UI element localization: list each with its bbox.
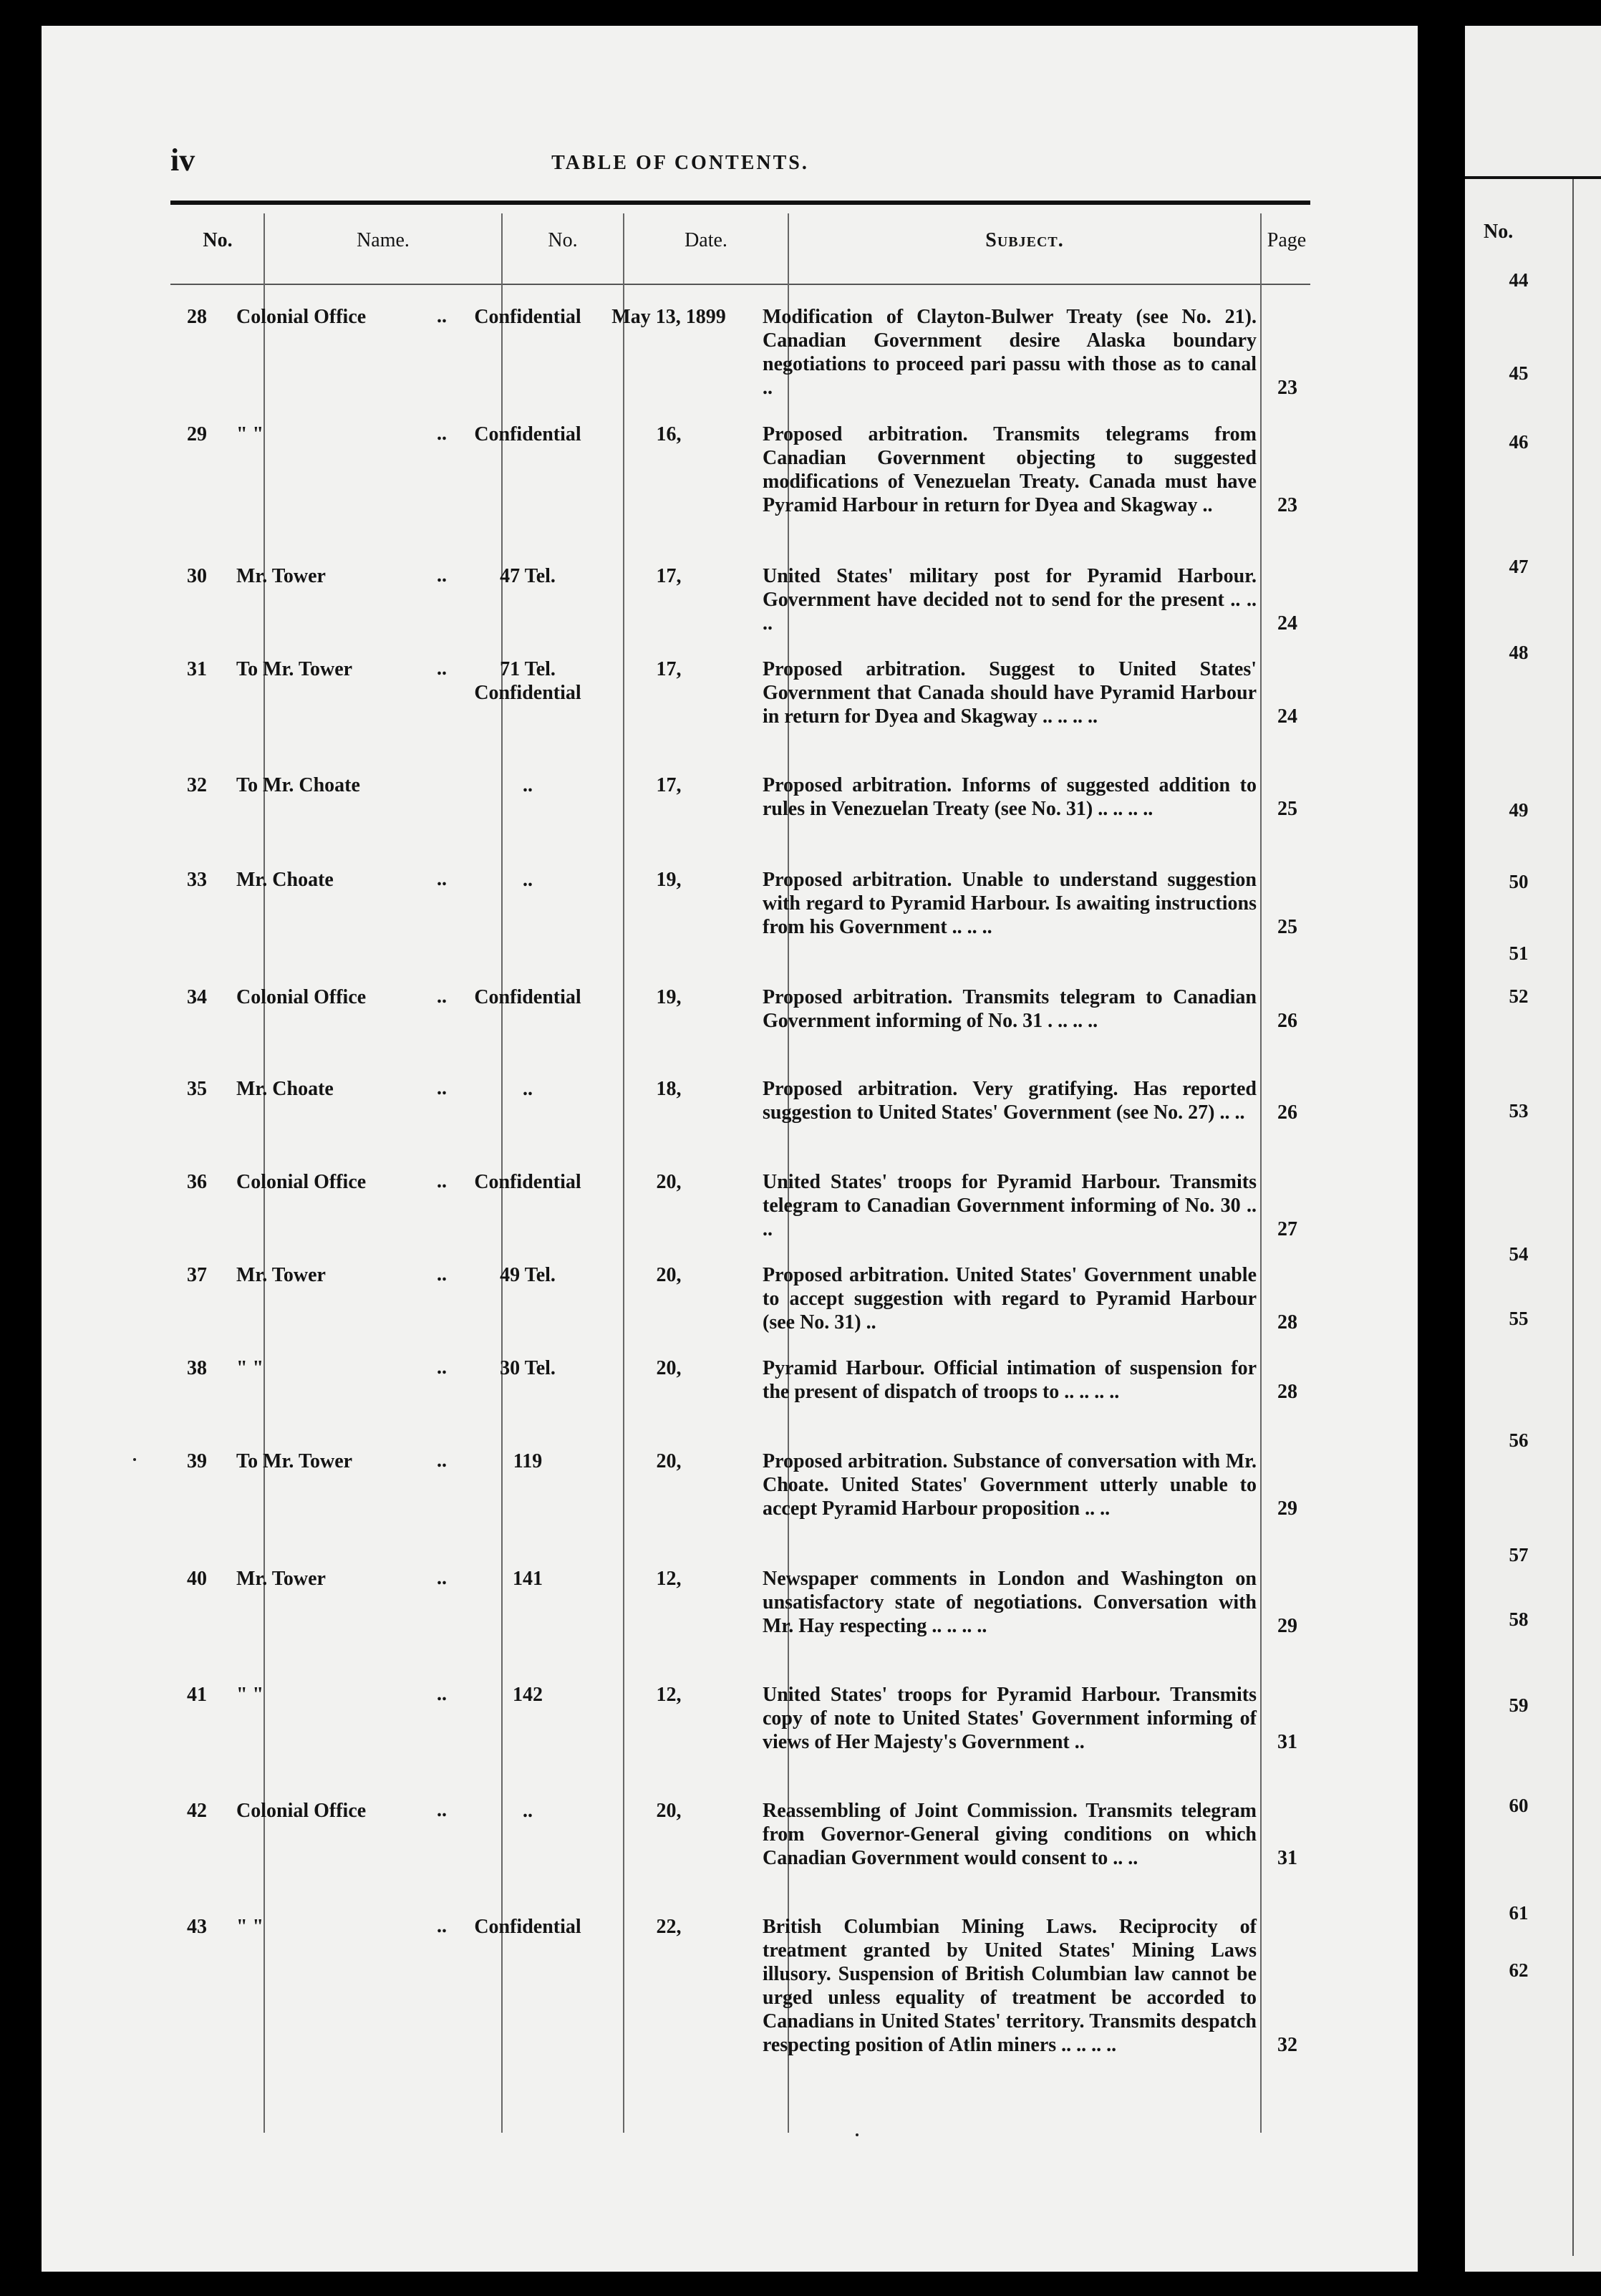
row-reference-no: Confidential [474, 423, 581, 445]
row-date: 17, [656, 774, 682, 796]
row-date: 18, [656, 1078, 682, 1100]
ink-speck [133, 1458, 136, 1461]
row-subject: United States' military post for Pyramid Harbour. Government have decided not to send for the present .. .. .. [763, 565, 1257, 635]
row-subject: Proposed arbitration. United States' Government unable to accept suggestion with regard to Pyramid Harbour (see No. 31) .. [763, 1264, 1257, 1333]
row-number: 40 [187, 1568, 207, 1590]
row-leader-dots: .. [437, 564, 447, 587]
row-subject: Modification of Clayton-Bulwer Treaty (see No. 21). Canadian Government desire Alaska boundary negotiations to proceed pari passu with those as to canal .. [763, 306, 1257, 399]
row-subject: Proposed arbitration. Substance of conversation with Mr. Choate. United States' Government utterly unable to accept Pyramid Harbour proposition .. .. [763, 1450, 1257, 1520]
ink-speck [856, 2133, 858, 2136]
row-page: 28 [1277, 1381, 1297, 1403]
row-number: 28 [187, 306, 207, 328]
row-reference-no: 71 Tel. Confidential [474, 658, 581, 704]
row-date: 20, [656, 1450, 682, 1472]
row-subject: British Columbian Mining Laws. Reciprocity of treatment granted by United States' Mining Laws illusory. Suspension of British Columbian law cannot be urged unless equality of treatment be accorded to Canadians in United States' territory. Transmits despatch respecting position of Atlin miners .. .. .. .. [763, 1916, 1257, 2056]
row-page: 29 [1277, 1615, 1297, 1637]
row-page: 26 [1277, 1010, 1297, 1032]
facing-page-item-number: 44 [1509, 269, 1529, 291]
row-leader-dots: .. [437, 1567, 447, 1589]
row-date: May 13, 1899 [611, 306, 726, 328]
facing-page-item-number: 49 [1509, 799, 1529, 821]
row-subject: Proposed arbitration. Very gratifying. Has reported suggestion to United States' Government (see No. 27) .. .. [763, 1078, 1257, 1124]
facing-page-item-number: 46 [1509, 431, 1529, 453]
running-title: TABLE OF CONTENTS. [551, 152, 809, 174]
row-date: 12, [656, 1684, 682, 1706]
facing-page-column-rule [1572, 179, 1574, 2256]
row-name: Mr. Tower [236, 565, 326, 587]
row-name: " " [236, 423, 264, 445]
row-page: 25 [1277, 798, 1297, 820]
row-name: Colonial Office [236, 986, 367, 1008]
header-name: Name. [357, 229, 410, 251]
row-subject: Proposed arbitration. Unable to understand suggestion with regard to Pyramid Harbour. Is awaiting instructions from his Government .. .. .. [763, 869, 1257, 938]
row-page: 32 [1277, 2034, 1297, 2056]
row-reference-no: 47 Tel. [500, 565, 556, 587]
facing-page-item-number: 56 [1509, 1429, 1529, 1451]
page-number: iv [170, 143, 195, 178]
row-number: 31 [187, 658, 207, 680]
row-reference-no: 141 [513, 1568, 543, 1590]
row-subject: Proposed arbitration. Transmits telegram to Canadian Government informing of No. 31 . .. .. .. [763, 986, 1257, 1032]
row-leader-dots: .. [437, 305, 447, 327]
facing-page-header-no: No. [1484, 221, 1514, 243]
row-leader-dots: .. [437, 868, 447, 890]
row-name: To Mr. Tower [236, 658, 353, 680]
row-subject: United States' troops for Pyramid Harbour. Transmits telegram to Canadian Government informing of No. 30 .. .. [763, 1171, 1257, 1240]
row-subject: Reassembling of Joint Commission. Transmits telegram from Governor-General giving conditions on which Canadian Government would consent to .. .. [763, 1800, 1257, 1869]
row-leader-dots: .. [437, 1450, 447, 1472]
row-page: 28 [1277, 1311, 1297, 1333]
facing-page-item-number: 59 [1509, 1694, 1529, 1716]
row-page: 23 [1277, 494, 1297, 516]
header-no: No. [203, 229, 233, 251]
header-date: Date. [685, 229, 727, 251]
row-number: 42 [187, 1800, 207, 1822]
row-number: 39 [187, 1450, 207, 1472]
row-number: 43 [187, 1916, 207, 1938]
row-subject: United States' troops for Pyramid Harbour. Transmits copy of note to United States' Government informing of views of Her Majesty's Government .. [763, 1684, 1257, 1753]
facing-page-item-number: 50 [1509, 871, 1529, 892]
facing-page-item-number: 48 [1509, 642, 1529, 663]
row-number: 36 [187, 1171, 207, 1193]
row-reference-no: 119 [513, 1450, 543, 1472]
row-subject: Pyramid Harbour. Official intimation of suspension for the present of dispatch of troops to .. .. .. .. [763, 1357, 1257, 1403]
row-reference-no: Confidential [474, 306, 581, 328]
row-reference-no: 49 Tel. [500, 1264, 556, 1286]
row-page: 31 [1277, 1847, 1297, 1869]
row-subject: Newspaper comments in London and Washington on unsatisfactory state of negotiations. Conversation with Mr. Hay respecting .. .. .. .. [763, 1568, 1257, 1637]
row-number: 41 [187, 1684, 207, 1706]
row-date: 17, [656, 658, 682, 680]
row-leader-dots: .. [437, 1170, 447, 1192]
row-subject: Proposed arbitration. Transmits telegrams from Canadian Government objecting to suggested modifications of Venezuelan Treaty. Canada must have Pyramid Harbour in return for Dyea and Skagway .. [763, 423, 1257, 516]
row-name: Mr. Tower [236, 1568, 326, 1590]
row-number: 33 [187, 869, 207, 891]
row-subject: Proposed arbitration. Suggest to United States' Government that Canada should have Pyramid Harbour in return for Dyea and Skagway .. .. .. .. [763, 658, 1257, 728]
row-date: 20, [656, 1264, 682, 1286]
facing-page-item-number: 47 [1509, 556, 1529, 577]
facing-page-item-number: 60 [1509, 1795, 1529, 1816]
row-name: To Mr. Tower [236, 1450, 353, 1472]
row-name: Mr. Choate [236, 1078, 334, 1100]
row-page: 24 [1277, 705, 1297, 728]
row-date: 19, [656, 986, 682, 1008]
column-rule [1260, 213, 1262, 2133]
row-page: 29 [1277, 1497, 1297, 1520]
header-page: Page [1267, 229, 1307, 251]
row-page: 27 [1277, 1218, 1297, 1240]
row-reference-no: Confidential [474, 1916, 581, 1938]
header-rule-bottom [170, 284, 1310, 285]
header-rule-top [170, 201, 1310, 205]
facing-page-item-number: 55 [1509, 1308, 1529, 1329]
row-page: 23 [1277, 377, 1297, 399]
row-page: 26 [1277, 1101, 1297, 1124]
row-number: 34 [187, 986, 207, 1008]
row-number: 38 [187, 1357, 207, 1379]
row-leader-dots: .. [437, 657, 447, 680]
facing-page-item-number: 57 [1509, 1544, 1529, 1566]
row-leader-dots: .. [437, 985, 447, 1008]
row-date: 20, [656, 1357, 682, 1379]
row-name: " " [236, 1357, 264, 1379]
facing-page-item-number: 51 [1509, 942, 1529, 964]
facing-page-item-number: 45 [1509, 362, 1529, 384]
row-name: Colonial Office [236, 1800, 367, 1822]
row-reference-no: 30 Tel. [500, 1357, 556, 1379]
row-name: Colonial Office [236, 306, 367, 328]
row-subject: Proposed arbitration. Informs of suggested addition to rules in Venezuelan Treaty (see No. 31) .. .. .. .. [763, 774, 1257, 820]
row-leader-dots: .. [437, 423, 447, 445]
row-leader-dots: .. [437, 1356, 447, 1379]
row-number: 35 [187, 1078, 207, 1100]
row-date: 20, [656, 1171, 682, 1193]
facing-page-item-number: 54 [1509, 1243, 1529, 1265]
row-name: Mr. Tower [236, 1264, 326, 1286]
row-name: " " [236, 1684, 264, 1706]
row-name: " " [236, 1916, 264, 1938]
header-ref-no: No. [548, 229, 578, 251]
row-date: 22, [656, 1916, 682, 1938]
row-leader-dots: .. [437, 1683, 447, 1705]
row-name: To Mr. Choate [236, 774, 360, 796]
row-number: 37 [187, 1264, 207, 1286]
row-page: 25 [1277, 916, 1297, 938]
row-name: Colonial Office [236, 1171, 367, 1193]
facing-page-item-number: 52 [1509, 985, 1529, 1007]
row-reference-no: .. [523, 774, 533, 796]
row-date: 16, [656, 423, 682, 445]
header-subject: Subject. [985, 229, 1064, 251]
row-date: 20, [656, 1800, 682, 1822]
facing-page-item-number: 62 [1509, 1959, 1529, 1981]
row-reference-no: .. [523, 869, 533, 891]
row-reference-no: Confidential [474, 986, 581, 1008]
row-name: Mr. Choate [236, 869, 334, 891]
row-leader-dots: .. [437, 1263, 447, 1286]
row-reference-no: .. [523, 1800, 533, 1822]
row-reference-no: .. [523, 1078, 533, 1100]
row-page: 31 [1277, 1731, 1297, 1753]
facing-page-fragment [1465, 26, 1601, 2272]
facing-page-item-number: 53 [1509, 1100, 1529, 1122]
row-leader-dots: .. [437, 1915, 447, 1937]
facing-page-item-number: 61 [1509, 1902, 1529, 1924]
row-reference-no: Confidential [474, 1171, 581, 1193]
row-date: 12, [656, 1568, 682, 1590]
row-number: 32 [187, 774, 207, 796]
row-reference-no: 142 [513, 1684, 543, 1706]
row-leader-dots: .. [437, 1799, 447, 1821]
row-date: 17, [656, 565, 682, 587]
row-number: 30 [187, 565, 207, 587]
row-page: 24 [1277, 612, 1297, 635]
row-leader-dots: .. [437, 1077, 447, 1099]
row-number: 29 [187, 423, 207, 445]
facing-page-item-number: 58 [1509, 1608, 1529, 1630]
facing-page-rule [1465, 176, 1601, 179]
row-date: 19, [656, 869, 682, 891]
